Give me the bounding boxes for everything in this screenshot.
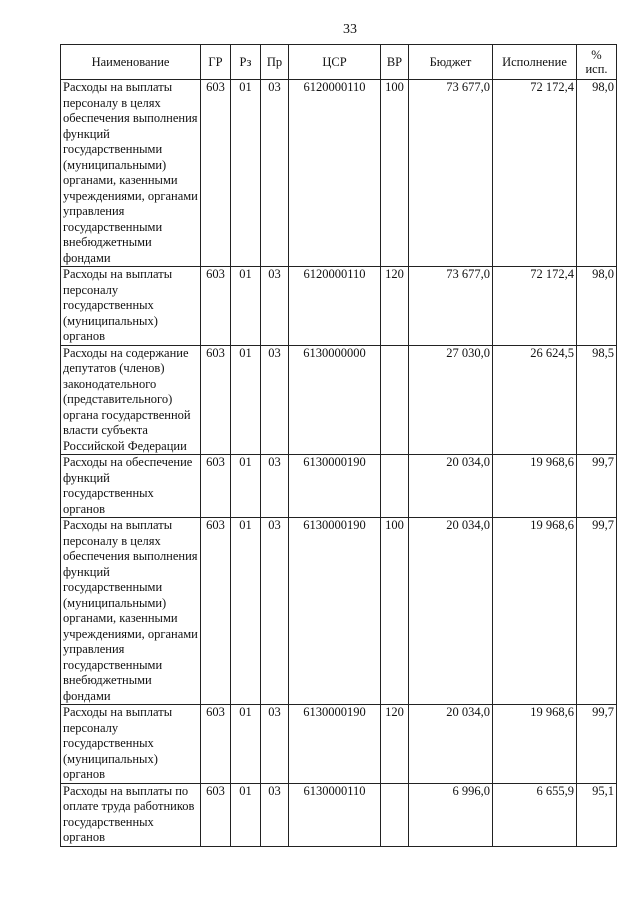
table-row [61,267,617,346]
page-number: 33 [343,22,357,37]
row-vr [381,455,409,518]
row-pr: 03 [261,705,289,784]
row-csr: 6130000000 [289,345,381,455]
row-csr: 6130000110 [289,783,381,846]
row-vr: 120 [381,705,409,784]
header-vr: ВР [381,45,409,80]
header-name: Наименование [61,45,201,80]
row-csr: 6120000110 [289,80,381,267]
row-execution: 19 968,6 [493,705,577,784]
row-vr: 120 [381,267,409,346]
row-gr: 603 [201,80,231,267]
row-gr: 603 [201,783,231,846]
row-csr: 6120000110 [289,267,381,346]
row-name: Расходы на выплаты персоналу в целях обеспечения выполнения функций государственными (муниципальными) органами, казенными учреждениями, органами управления государственными внебюджетными фондами [61,518,201,705]
row-budget: 20 034,0 [409,455,493,518]
table-row [61,518,617,705]
table-header-row [61,45,617,80]
row-execution: 6 655,9 [493,783,577,846]
row-budget: 6 996,0 [409,783,493,846]
row-pr: 03 [261,345,289,455]
table-row [61,455,617,518]
row-pr: 03 [261,518,289,705]
table-row [61,345,617,455]
row-vr [381,783,409,846]
row-budget: 20 034,0 [409,705,493,784]
header-csr: ЦСР [289,45,381,80]
header-pr: Пр [261,45,289,80]
row-execution: 72 172,4 [493,80,577,267]
row-percent: 98,0 [577,267,617,346]
row-name: Расходы на выплаты персоналу государственных (муниципальных) органов [61,705,201,784]
row-vr: 100 [381,518,409,705]
row-rz: 01 [231,518,261,705]
row-pr: 03 [261,80,289,267]
header-gr: ГР [201,45,231,80]
budget-execution-table [60,44,617,847]
row-execution: 26 624,5 [493,345,577,455]
row-gr: 603 [201,455,231,518]
header-execution: Исполнение [493,45,577,80]
row-gr: 603 [201,705,231,784]
row-percent: 99,7 [577,705,617,784]
row-csr: 6130000190 [289,518,381,705]
row-execution: 72 172,4 [493,267,577,346]
row-name: Расходы на обеспечение функций государственных органов [61,455,201,518]
row-execution: 19 968,6 [493,455,577,518]
table-row [61,783,617,846]
row-csr: 6130000190 [289,455,381,518]
table-row [61,80,617,267]
table-row [61,705,617,784]
row-name: Расходы на выплаты персоналу в целях обеспечения выполнения функций государственными (муниципальными) органами, казенными учреждениями, органами управления государственными внебюджетными фондами [61,80,201,267]
row-vr: 100 [381,80,409,267]
row-rz: 01 [231,455,261,518]
row-name: Расходы на выплаты персоналу государственных (муниципальных) органов [61,267,201,346]
row-budget: 20 034,0 [409,518,493,705]
row-budget: 73 677,0 [409,80,493,267]
row-gr: 603 [201,518,231,705]
row-rz: 01 [231,705,261,784]
row-execution: 19 968,6 [493,518,577,705]
row-rz: 01 [231,267,261,346]
row-percent: 99,7 [577,518,617,705]
row-gr: 603 [201,345,231,455]
row-gr: 603 [201,267,231,346]
header-percent: % исп. [577,45,617,80]
row-rz: 01 [231,80,261,267]
row-budget: 27 030,0 [409,345,493,455]
row-csr: 6130000190 [289,705,381,784]
row-vr [381,345,409,455]
row-budget: 73 677,0 [409,267,493,346]
header-budget: Бюджет [409,45,493,80]
row-percent: 98,0 [577,80,617,267]
row-pr: 03 [261,267,289,346]
row-percent: 95,1 [577,783,617,846]
row-rz: 01 [231,783,261,846]
row-pr: 03 [261,783,289,846]
row-pr: 03 [261,455,289,518]
row-percent: 99,7 [577,455,617,518]
header-rz: Рз [231,45,261,80]
row-rz: 01 [231,345,261,455]
row-name: Расходы на выплаты по оплате труда работников государственных органов [61,783,201,846]
row-percent: 98,5 [577,345,617,455]
row-name: Расходы на содержание депутатов (членов) законодательного (представительного) органа государственной власти субъекта Российской Федерации [61,345,201,455]
